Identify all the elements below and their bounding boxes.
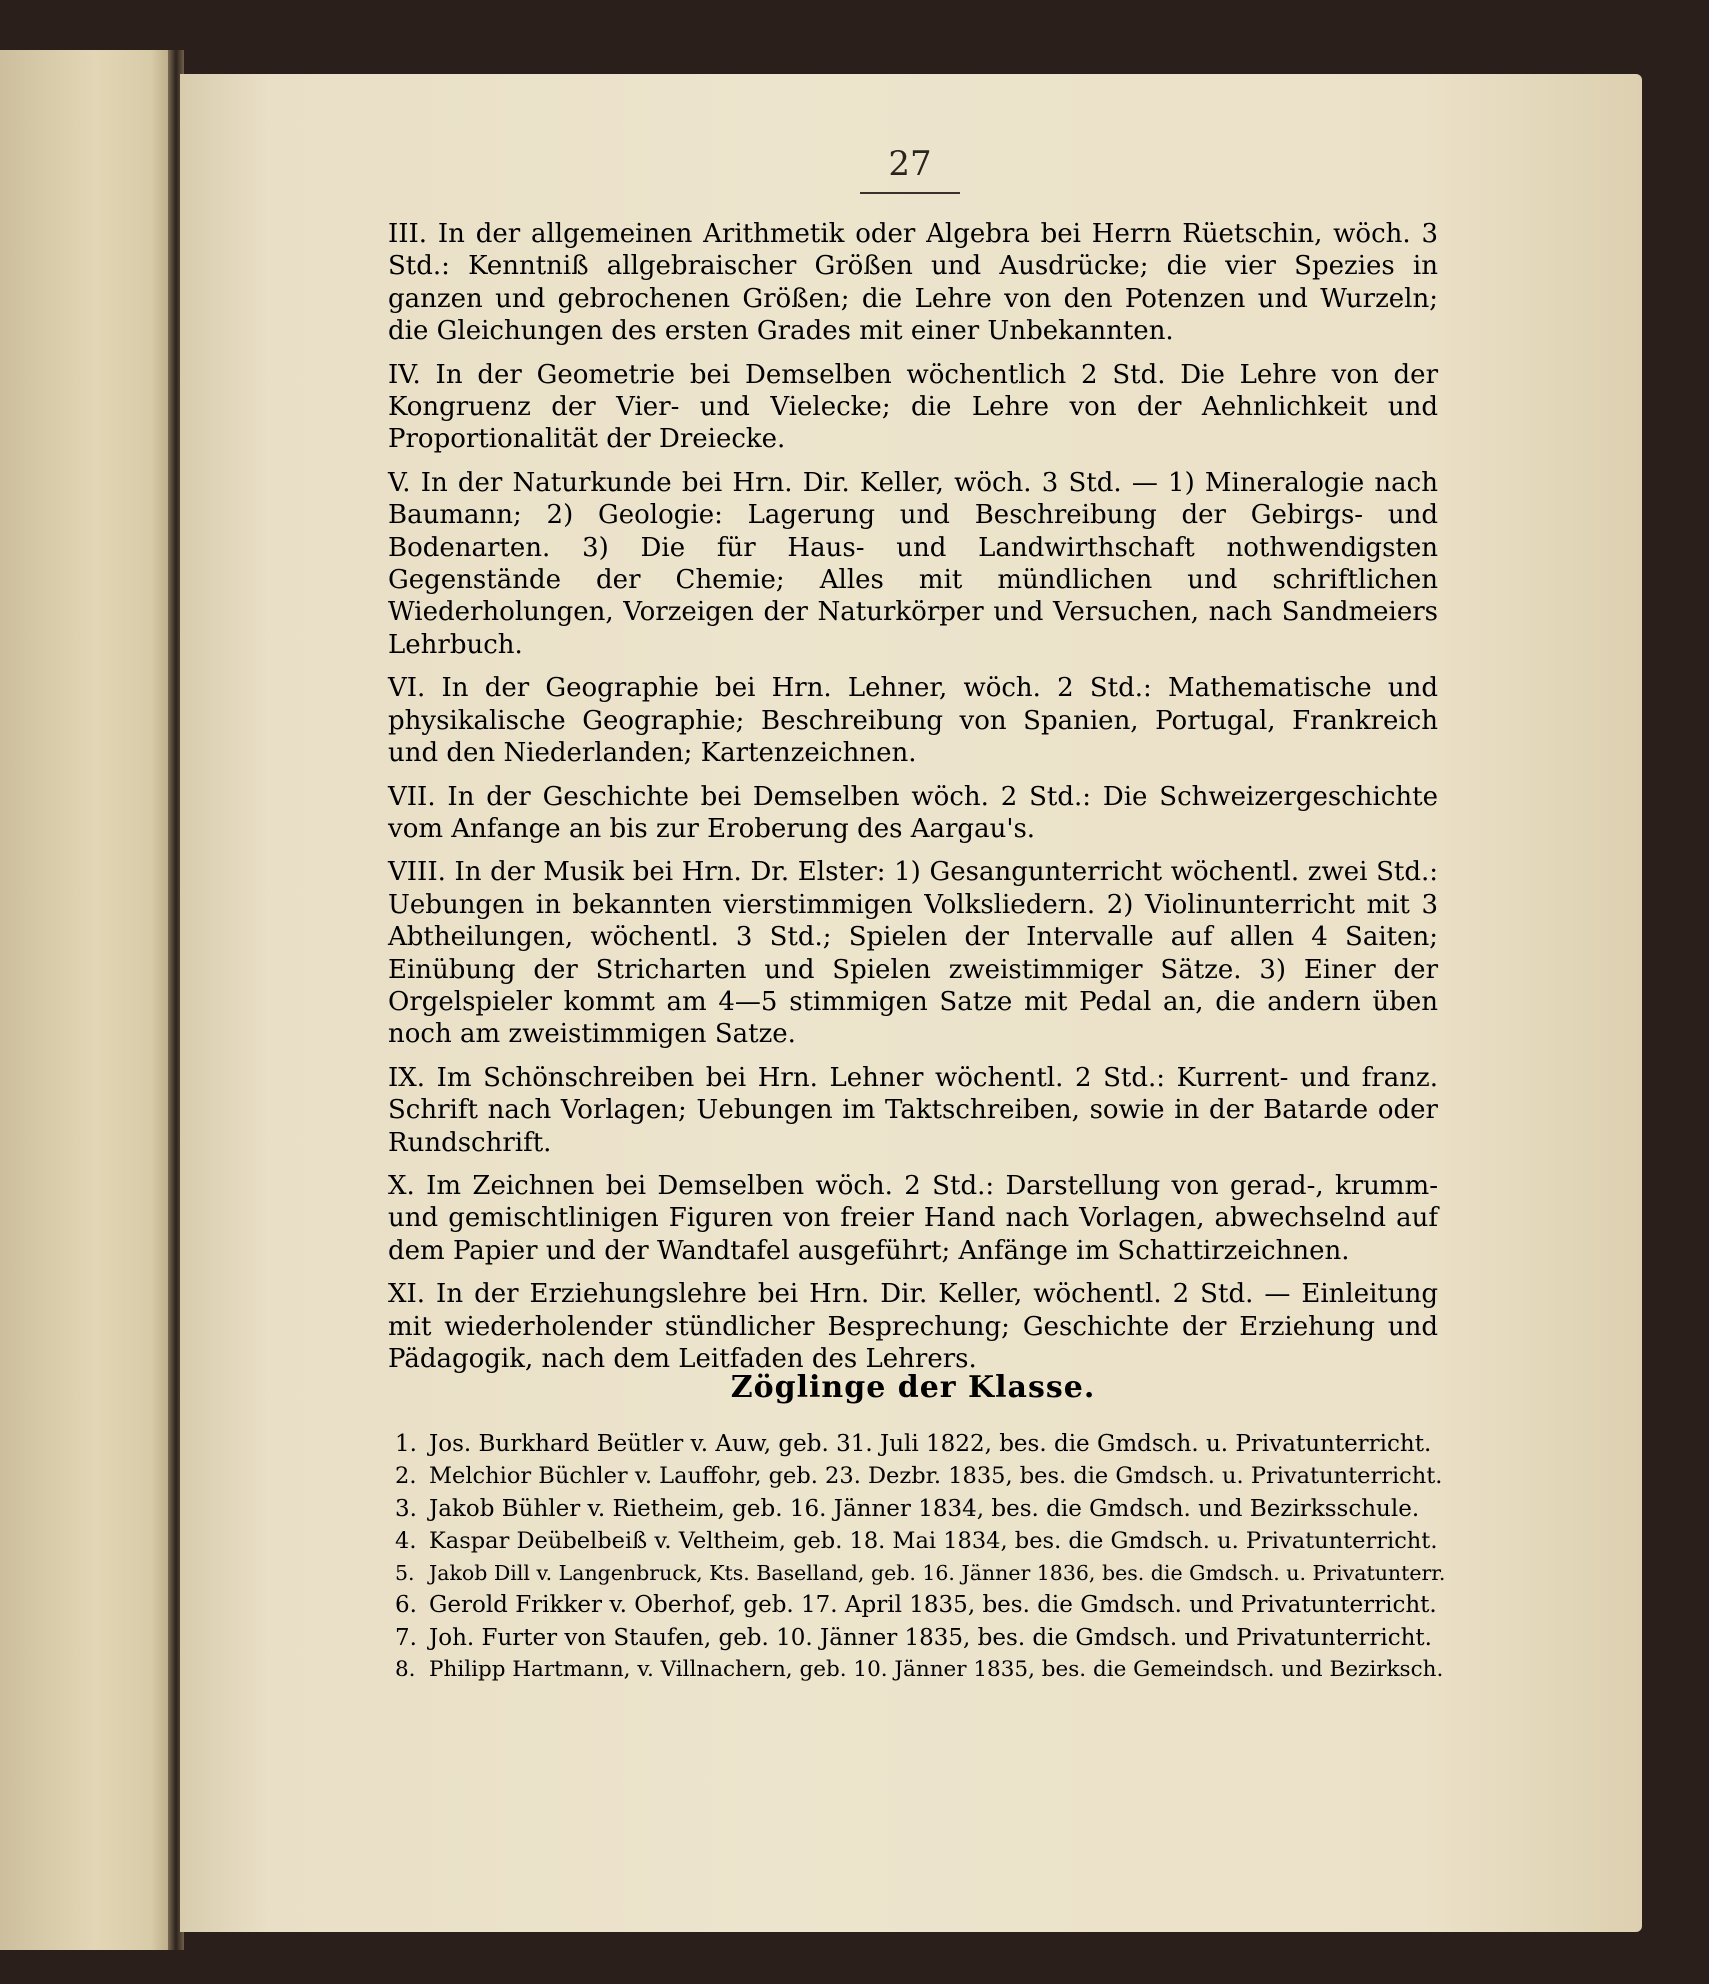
item-text: Philipp Hartmann, v. Villnachern, geb. 10. Jänner 1835, bes. die Gemeindsch. und Bezirksch. — [429, 1657, 1444, 1683]
item-number: 6. — [395, 1592, 417, 1619]
paragraph-history: VII. In der Geschichte bei Demselben wöch. 2 Std.: Die Schweizergeschichte vom Anfange an bis zur Eroberung des Aargau's. — [388, 781, 1438, 844]
list-item — [395, 1525, 1445, 1557]
item-number: 4. — [395, 1527, 417, 1554]
list-item — [395, 1428, 1445, 1460]
section-heading: Zöglinge der Klasse. — [730, 1370, 1096, 1405]
item-text: Gerold Frikker v. Oberhof, geb. 17. April 1835, bes. die Gmdsch. und Privatunterricht. — [429, 1592, 1437, 1619]
item-number: 7. — [395, 1624, 417, 1651]
paragraph-music: VIII. In der Musik bei Hrn. Dr. Elster: 1) Gesangunterricht wöchentl. zwei Std.: Uebungen in bekannten vierstimmigen Volksliedern. 2) Violinunterricht mit 3 Abtheilungen, wöchentl. 3 Std.; Spielen der Intervalle auf allen 4 Saiten; Einübung der Stricharten und Spielen zweistimmiger Sätze. 3) Einer der Orgelspieler kommt am 4—5 stimmigen Satze mit Pedal an, die andern üben noch am zweistimmigen Satze. — [388, 857, 1438, 1050]
paragraph-calligraphy: IX. Im Schönschreiben bei Hrn. Lehner wöchentl. 2 Std.: Kurrent- und franz. Schrift nach Vorlagen; Uebungen im Taktschreiben, sowie in der Batarde oder Rundschrift. — [388, 1062, 1438, 1158]
list-item — [395, 1493, 1445, 1525]
paragraph-geometry: IV. In der Geometrie bei Demselben wöchentlich 2 Std. Die Lehre von der Kongruenz der Vier- und Vielecke; die Lehre von der Aehnlichkeit und Proportionalität der Dreiecke. — [388, 359, 1438, 455]
curriculum-text — [388, 218, 1438, 1386]
list-item — [395, 1557, 1445, 1589]
item-number: 5. — [395, 1561, 415, 1586]
item-number: 8. — [395, 1657, 416, 1683]
student-list — [395, 1428, 1445, 1686]
item-number: 2. — [395, 1463, 417, 1490]
item-text: Kaspar Deübelbeiß v. Veltheim, geb. 18. Mai 1834, bes. die Gmdsch. u. Privatunterricht. — [429, 1527, 1438, 1554]
item-text: Jakob Bühler v. Rietheim, geb. 16. Jänner 1834, bes. die Gmdsch. und Bezirksschule. — [429, 1495, 1420, 1522]
list-item — [395, 1589, 1445, 1621]
list-item — [395, 1460, 1445, 1492]
item-text: Jos. Burkhard Beütler v. Auw, geb. 31. Juli 1822, bes. die Gmdsch. u. Privatunterricht. — [429, 1431, 1432, 1457]
paragraph-geography: VI. In der Geographie bei Hrn. Lehner, wöch. 2 Std.: Mathematische und physikalische Geographie; Beschreibung von Spanien, Portugal, Frankreich und den Niederlanden; Kartenzeichnen. — [388, 673, 1438, 769]
item-number: 3. — [395, 1495, 417, 1522]
page-number-rule — [860, 192, 960, 194]
paragraph-pedagogy: XI. In der Erziehungslehre bei Hrn. Dir. Keller, wöchentl. 2 Std. — Einleitung mit wiederholender stündlicher Besprechung; Geschichte der Erziehung und Pädagogik, nach dem Leitfaden des Lehrers. — [388, 1279, 1438, 1374]
item-text: Joh. Furter von Staufen, geb. 10. Jänner 1835, bes. die Gmdsch. und Privatunterricht. — [429, 1624, 1432, 1651]
list-item — [395, 1622, 1445, 1654]
paragraph-arithmetic: III. In der allgemeinen Arithmetik oder Algebra bei Herrn Rüetschin, wöch. 3 Std.: Kenntniß allgebraischer Größen und Ausdrücke; die vier Spezies in ganzen und gebrochenen Größen; die Lehre von den Potenzen und Wurzeln; die Gleichungen des ersten Grades mit einer Unbekannten. — [388, 219, 1438, 347]
left-page-edge — [0, 50, 172, 1950]
item-number: 1. — [395, 1431, 417, 1457]
item-text: Jakob Dill v. Langenbruck, Kts. Baselland, geb. 16. Jänner 1836, bes. die Gmdsch. u. Privatunterr. — [429, 1561, 1446, 1586]
page-number: 27 — [888, 144, 932, 184]
list-item — [395, 1654, 1445, 1686]
paragraph-drawing: X. Im Zeichnen bei Demselben wöch. 2 Std.: Darstellung von gerad-, krumm- und gemischtlinigen Figuren von freier Hand nach Vorlagen, abwechselnd auf dem Papier und der Wandtafel ausgeführt; Anfänge im Schattirzeichnen. — [388, 1170, 1438, 1266]
paragraph-natural-science: V. In der Naturkunde bei Hrn. Dir. Keller, wöch. 3 Std. — 1) Mineralogie nach Baumann; 2) Geologie: Lagerung und Beschreibung der Gebirgs- und Bodenarten. 3) Die für Haus- und Landwirthschaft nothwendigsten Gegenstände der Chemie; Alles mit mündlichen und schriftlichen Wiederholungen, Vorzeigen der Naturkörper und Versuchen, nach Sandmeiers Lehrbuch. — [388, 467, 1438, 660]
item-text: Melchior Büchler v. Lauffohr, geb. 23. Dezbr. 1835, bes. die Gmdsch. u. Privatunterricht. — [429, 1463, 1443, 1490]
